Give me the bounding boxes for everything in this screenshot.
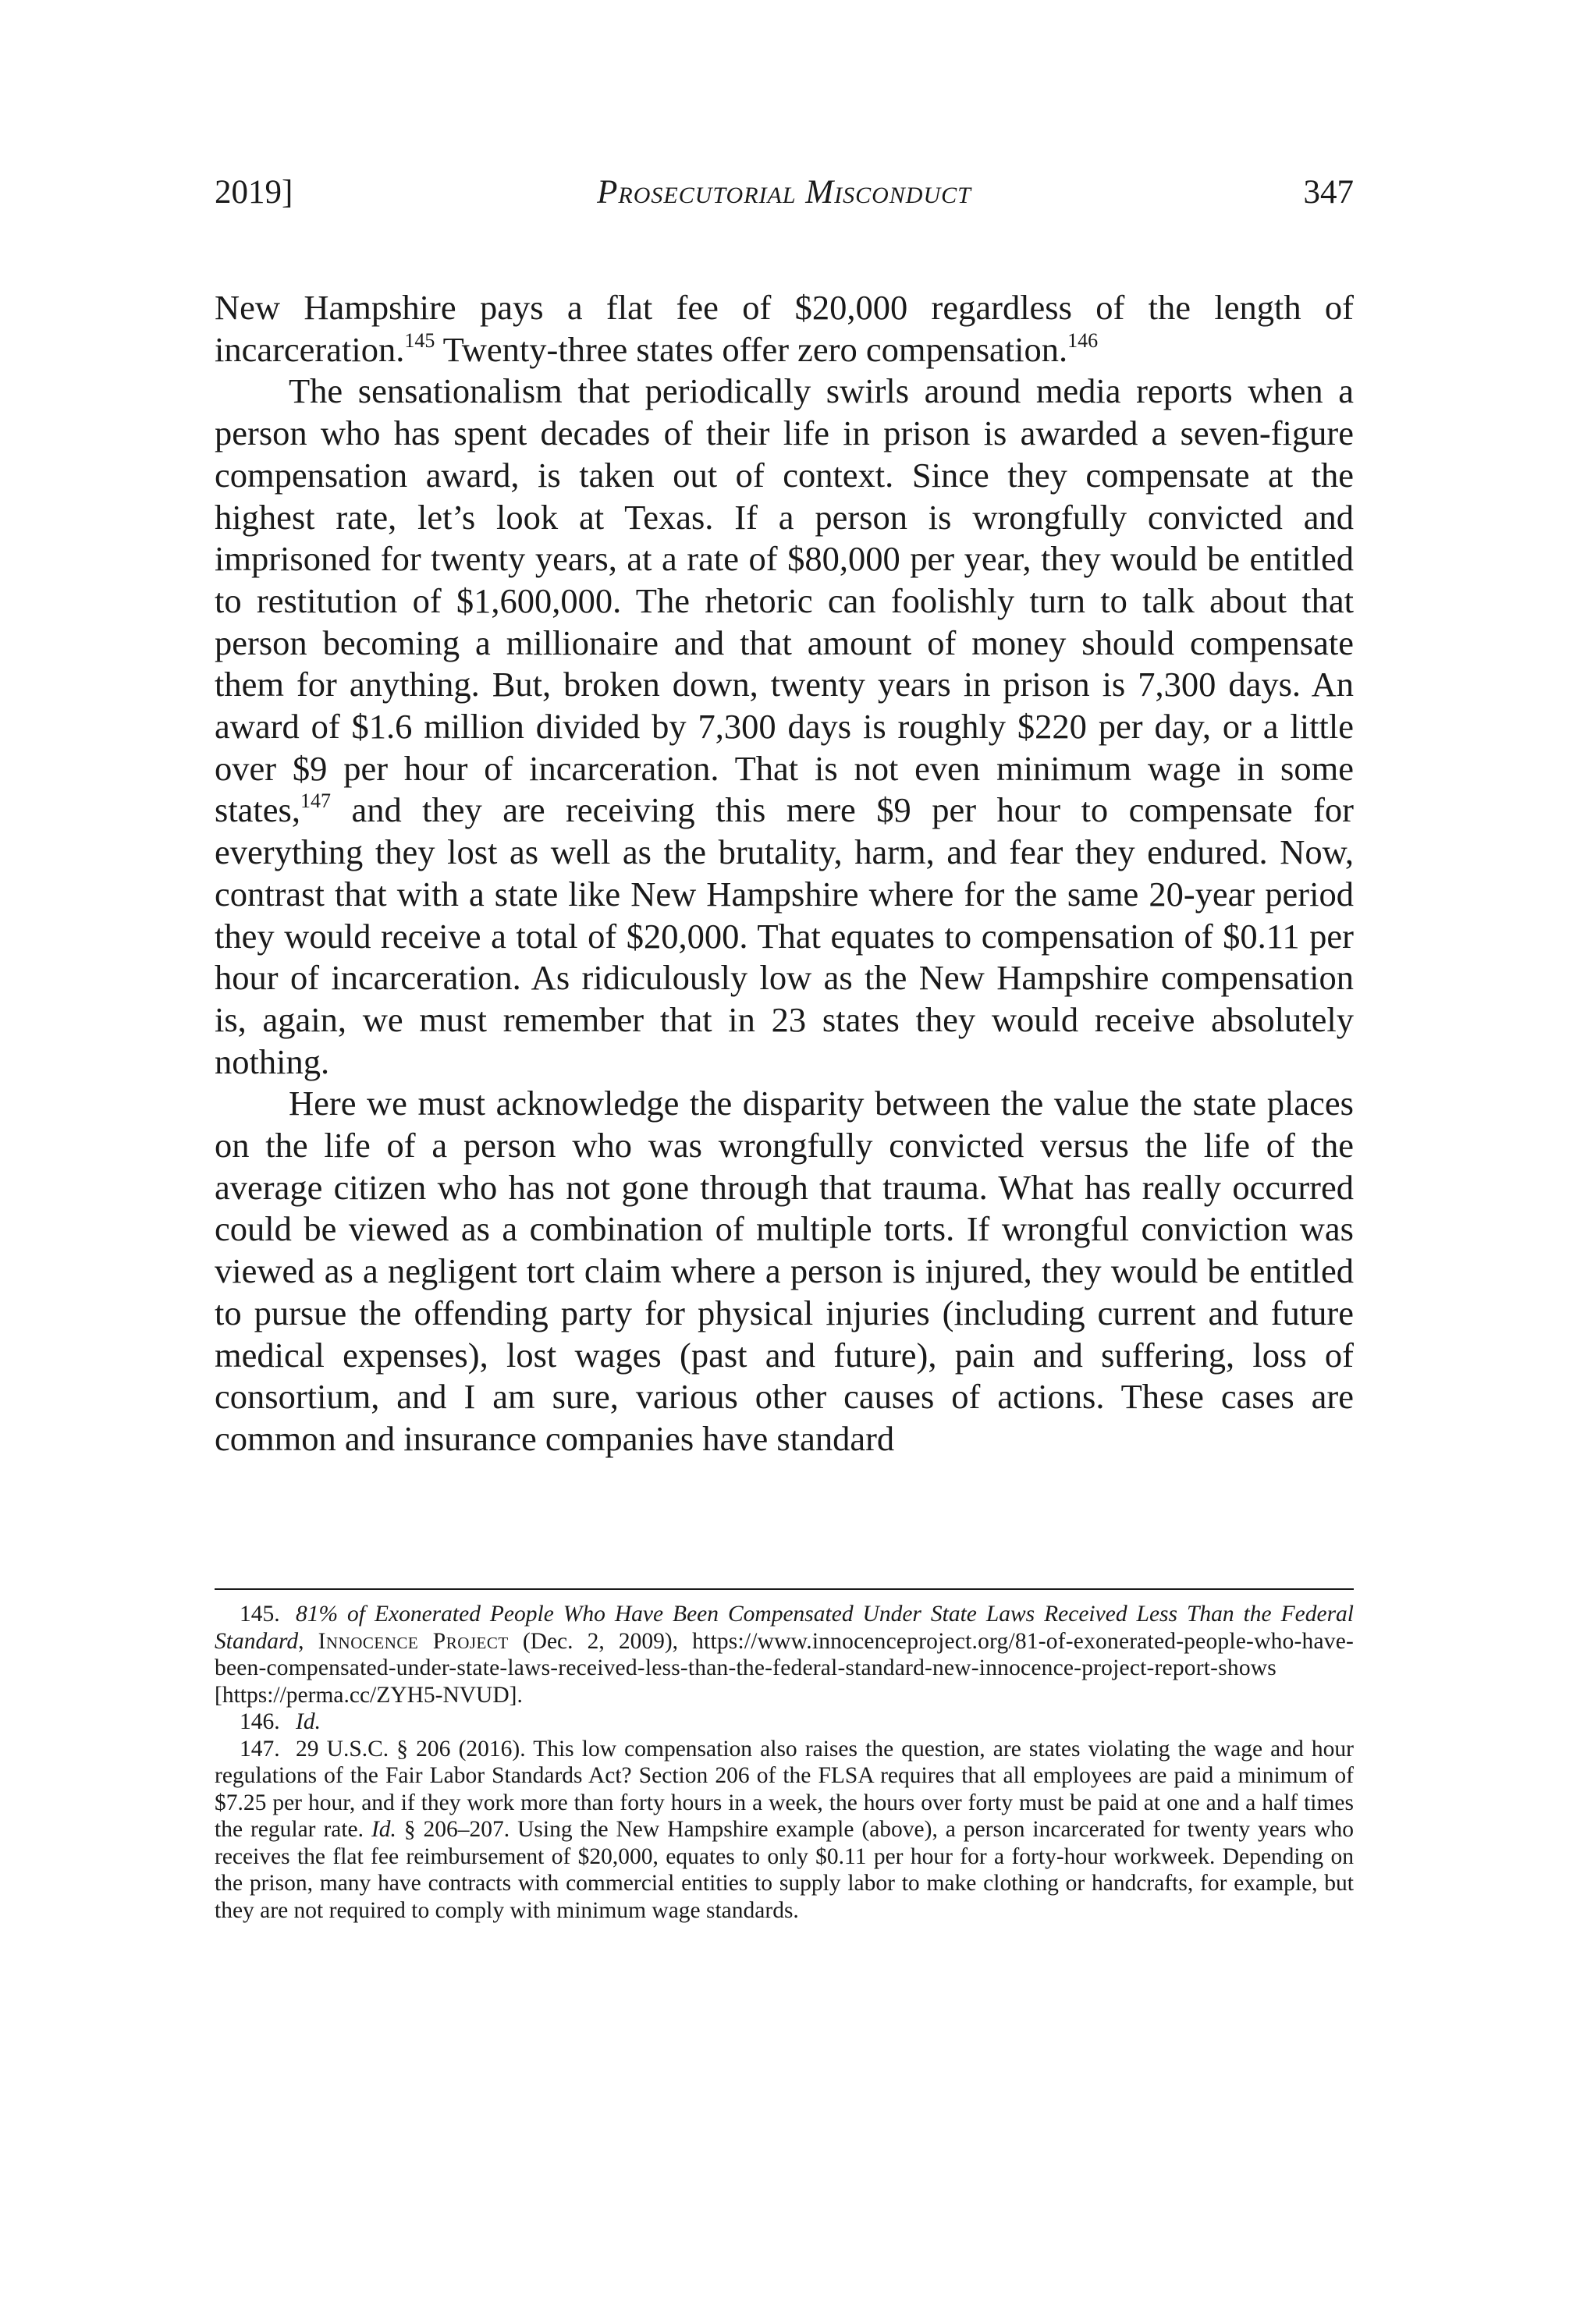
footnote-146-text: Id. xyxy=(296,1709,321,1734)
footnote-ref-147[interactable]: 147 xyxy=(300,789,331,813)
footnote-147-id: Id. xyxy=(371,1817,396,1842)
header-title xyxy=(215,173,1354,211)
paragraph-2-text-b: and they are receiving this mere $9 per hour to compensate for everything they lost as well as the brutality, harm, and fear they endured. Now, contrast that with a state like New Hampshire where for the same 20-year period they would receive a total of $20,000. That equates to compensation of $0.11 per hour of incarceration. As ridiculously low as the New Hampshire compensation is, again, we must remember that in 23 states they would receive absolutely nothing. xyxy=(215,790,1354,1081)
header-title-text: Prosecutorial Misconduct xyxy=(597,174,971,211)
footnote-ref-145[interactable]: 145 xyxy=(404,328,435,352)
footnote-ref-146[interactable]: 146 xyxy=(1067,328,1099,352)
header-year: 2019] xyxy=(215,174,293,211)
footnote-145-title: 81% of Exonerated People Who Have Been Compensated Under State Laws Received Less Than the Federal Standard xyxy=(215,1602,1354,1654)
footnote-146-number: 146. xyxy=(240,1709,280,1734)
footnote-145-perma[interactable]: [https://perma.cc/ZYH5-NVUD]. xyxy=(215,1682,523,1708)
footnote-145-source: Innocence Project xyxy=(318,1628,509,1654)
footnote-145-number: 145. xyxy=(240,1602,280,1627)
paragraph-2-text-a: The sensationalism that periodically swirls around media reports when a person who has spent decades of their life in prison is awarded a seven-figure compensation award, is taken out of context. Since they compensate at the highest rate, let’s look at Texas. If a person is wrongfully convicted and imprisoned for twenty years, at a rate of $80,000 per year, they would be entitled to restitution of $1,600,000. The rhetoric can foolishly turn to talk about that person becoming a millionaire and that amount of money should compensate them for anything. But, broken down, twenty years in prison is 7,300 days. An award of $1.6 million divided by 7,300 days is roughly $220 per day, or a little over $9 per hour of incarceration. That is not even minimum wage in some states, xyxy=(215,371,1354,830)
footnote-145: 145. 81% of Exonerated People Who Have Been Compensated Under State Laws Received Less Than the Federal Standard, Innocence Project (Dec. 2, 2009), https://www.innocenceproject.org/81-of-exonerated-people-who-have-been-compensated-under-state-laws-received-less-than-the-federal-standard-new-innocence-project-report-shows [https://perma.cc/ZYH5-NVUD]. xyxy=(215,1602,1355,1708)
paragraph-1 xyxy=(215,287,1354,371)
footnote-145-url[interactable]: https://www.innocenceproject.org/81-of-exonerated-people-who-have-been-compensated-under-state-laws-received-less-than-the-federal-standard-new-innocence-project-report-shows xyxy=(215,1628,1355,1680)
footnote-147 xyxy=(215,1736,1354,1925)
paragraph-2 xyxy=(215,371,1354,1083)
paragraph-1-text-a: New Hampshire pays a flat fee of $20,000 regardless of the length of incarceration. xyxy=(215,288,1354,369)
running-header xyxy=(215,173,1354,220)
footnote-divider xyxy=(215,1588,1354,1590)
footnote-147-text-b: § 206–207. Using the New Hampshire example (above), a person incarcerated for twenty years who receives the flat fee reimbursement of $20,000, equates to only $0.11 per hour for a forty-hour workweek. Depending on the prison, many have contracts with commercial entities to supply labor to make clothing or handcrafts, for example, but they are not required to comply with minimum wage standards. xyxy=(215,1817,1354,1923)
paragraph-1-text-b: Twenty-three states offer zero compensation. xyxy=(435,329,1068,369)
footnote-147-number: 147. xyxy=(240,1736,280,1762)
main-text xyxy=(215,287,1354,1460)
footnotes xyxy=(215,1601,1354,1924)
footnote-145-date: (Dec. 2, 2009), xyxy=(508,1628,679,1654)
page-number: 347 xyxy=(1303,174,1354,211)
footnote-147-text-a: 29 U.S.C. § 206 (2016). This low compensation also raises the question, are states violating the wage and hour regulations of the Fair Labor Standards Act? Section 206 of the FLSA requires that all employees are paid a minimum of $7.25 per hour, and if they work more than forty hours in a week, the hours over forty must be paid at one and a half times the regular rate. xyxy=(215,1736,1354,1842)
paragraph-3: Here we must acknowledge the disparity between the value the state places on the life of a person who was wrongfully convicted versus the life of the average citizen who has not gone through that trauma. What has really occurred could be viewed as a combination of multiple torts. If wrongful conviction was viewed as a negligent tort claim where a person is injured, they would be entitled to pursue the offending party for physical injuries (including current and future medical expenses), lost wages (past and future), pain and suffering, loss of consortium, and I am sure, various other causes of actions. These cases are common and insurance companies have standard xyxy=(215,1084,1354,1458)
footnote-146 xyxy=(215,1708,1354,1736)
